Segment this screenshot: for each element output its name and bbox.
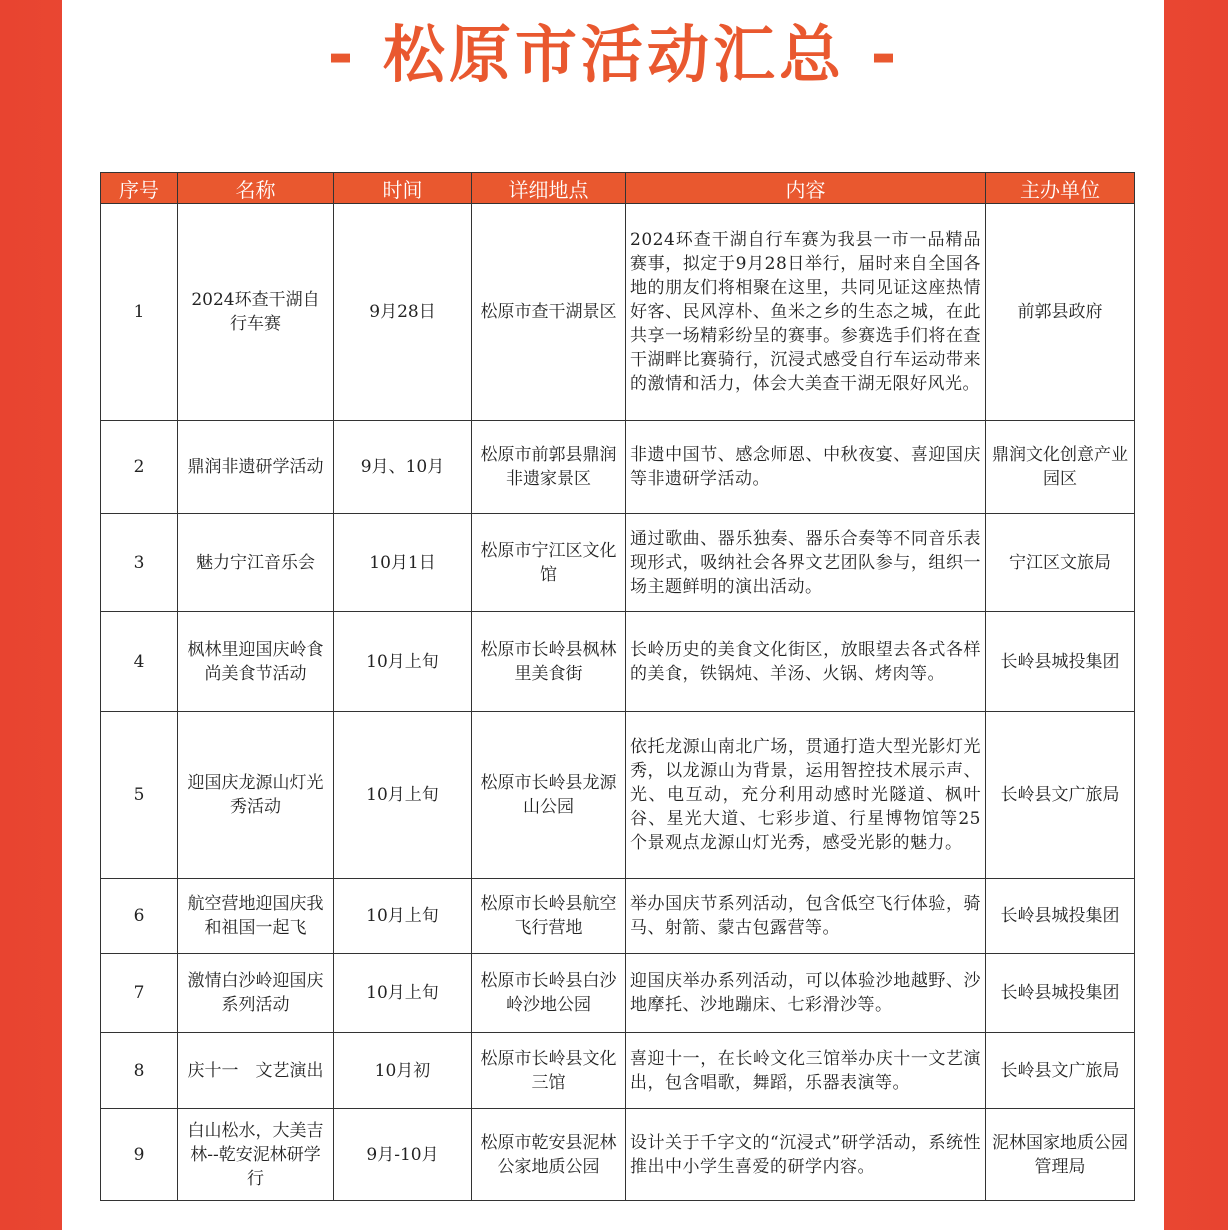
header-name: 名称 [178,173,334,204]
cell-location: 松原市长岭县枫林里美食街 [472,612,626,712]
table-row [101,712,1135,879]
cell-name: 鼎润非遗研学活动 [178,421,334,514]
cell-content: 喜迎十一，在长岭文化三馆举办庆十一文艺演出，包含唱歌，舞蹈，乐器表演等。 [626,1033,986,1109]
cell-organizer: 长岭县文广旅局 [986,712,1135,879]
cell-time: 10月初 [334,1033,472,1109]
header-location: 详细地点 [472,173,626,204]
cell-time: 10月上旬 [334,612,472,712]
cell-time: 9月-10月 [334,1109,472,1201]
cell-time: 9月28日 [334,204,472,421]
cell-location: 松原市查干湖景区 [472,204,626,421]
cell-location: 松原市乾安县泥林公家地质公园 [472,1109,626,1201]
table-row [101,954,1135,1033]
cell-content: 举办国庆节系列活动，包含低空飞行体验，骑马、射箭、蒙古包露营等。 [626,879,986,954]
cell-seq: 6 [101,879,178,954]
cell-time: 9月、10月 [334,421,472,514]
cell-location: 松原市宁江区文化馆 [472,514,626,612]
cell-time: 10月上旬 [334,712,472,879]
activity-table [100,172,1135,1201]
cell-time: 10月上旬 [334,879,472,954]
header-content: 内容 [626,173,986,204]
header-seq: 序号 [101,173,178,204]
cell-content: 依托龙源山南北广场，贯通打造大型光影灯光秀，以龙源山为背景，运用智控技术展示声、光、电互动，充分利用动感时光隧道、枫叶谷、星光大道、七彩步道、行星博物馆等25个景观点龙源山灯光秀，感受光影的魅力。 [626,712,986,879]
table-row [101,1033,1135,1109]
cell-name: 激情白沙岭迎国庆系列活动 [178,954,334,1033]
cell-organizer: 鼎润文化创意产业园区 [986,421,1135,514]
cell-location: 松原市前郭县鼎润非遗家景区 [472,421,626,514]
cell-content: 设计关于千字文的“沉浸式”研学活动，系统性推出中小学生喜爱的研学内容。 [626,1109,986,1201]
header-time: 时间 [334,173,472,204]
cell-location: 松原市长岭县白沙岭沙地公园 [472,954,626,1033]
cell-name: 白山松水，大美吉林--乾安泥林研学行 [178,1109,334,1201]
cell-organizer: 长岭县城投集团 [986,879,1135,954]
cell-seq: 3 [101,514,178,612]
cell-organizer: 泥林国家地质公园管理局 [986,1109,1135,1201]
cell-time: 10月1日 [334,514,472,612]
table-row [101,204,1135,421]
cell-seq: 8 [101,1033,178,1109]
table-row [101,1109,1135,1201]
cell-seq: 5 [101,712,178,879]
cell-location: 松原市长岭县文化三馆 [472,1033,626,1109]
cell-seq: 1 [101,204,178,421]
cell-organizer: 长岭县城投集团 [986,612,1135,712]
header-organizer: 主办单位 [986,173,1135,204]
cell-seq: 7 [101,954,178,1033]
page-title: - 松原市活动汇总 - [327,18,901,91]
cell-location: 松原市长岭县龙源山公园 [472,712,626,879]
table-header-row [101,173,1135,204]
cell-organizer: 前郭县政府 [986,204,1135,421]
cell-seq: 4 [101,612,178,712]
cell-location: 松原市长岭县航空飞行营地 [472,879,626,954]
table-row [101,879,1135,954]
cell-content: 2024环查干湖自行车赛为我县一市一品精品赛事，拟定于9月28日举行，届时来自全国各地的朋友们将相聚在这里，共同见证这座热情好客、民风淳朴、鱼米之乡的生态之城，在此共享一场精彩纷呈的赛事。参赛选手们将在查干湖畔比赛骑行，沉浸式感受自行车运动带来的激情和活力，体会大美查干湖无限好风光。 [626,204,986,421]
cell-name: 庆十一 文艺演出 [178,1033,334,1109]
cell-name: 迎国庆龙源山灯光秀活动 [178,712,334,879]
cell-name: 2024环查干湖自行车赛 [178,204,334,421]
cell-name: 枫林里迎国庆岭食尚美食节活动 [178,612,334,712]
cell-seq: 9 [101,1109,178,1201]
table-row [101,612,1135,712]
cell-time: 10月上旬 [334,954,472,1033]
cell-organizer: 宁江区文旅局 [986,514,1135,612]
table-row [101,421,1135,514]
cell-content: 迎国庆举办系列活动，可以体验沙地越野、沙地摩托、沙地蹦床、七彩滑沙等。 [626,954,986,1033]
cell-name: 航空营地迎国庆我和祖国一起飞 [178,879,334,954]
cell-content: 通过歌曲、器乐独奏、器乐合奏等不同音乐表现形式，吸纳社会各界文艺团队参与，组织一场主题鲜明的演出活动。 [626,514,986,612]
cell-name: 魅力宁江音乐会 [178,514,334,612]
cell-organizer: 长岭县文广旅局 [986,1033,1135,1109]
cell-seq: 2 [101,421,178,514]
table-row [101,514,1135,612]
cell-content: 长岭历史的美食文化街区，放眼望去各式各样的美食，铁锅炖、羊汤、火锅、烤肉等。 [626,612,986,712]
cell-organizer: 长岭县城投集团 [986,954,1135,1033]
cell-content: 非遗中国节、感念师恩、中秋夜宴、喜迎国庆等非遗研学活动。 [626,421,986,514]
